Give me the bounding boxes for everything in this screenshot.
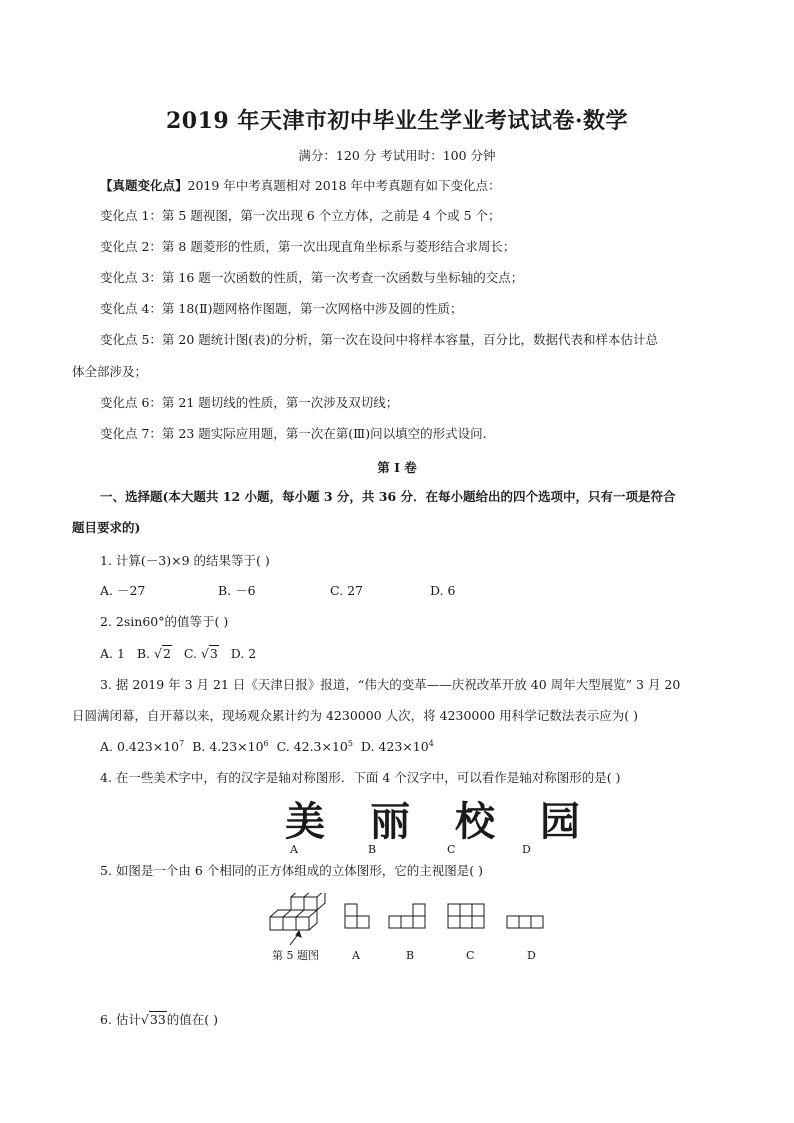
q5-figure-caption: 第 5 题图	[272, 949, 319, 962]
q2-options	[100, 646, 256, 662]
sqrt-symbol: √33	[140, 1012, 166, 1027]
q5-letter-d: D	[527, 949, 536, 962]
q1-option-a: A. －27	[100, 583, 146, 598]
q3-option-c: C. $42.3\times 10^5$	[276, 739, 353, 754]
change-point-5: 变化点 5：第 20 题统计图(表)的分析，第一次在设问中将样本容量，百分比，数据代表和样本估计总	[100, 332, 659, 347]
q5-letter-a: A	[352, 949, 360, 962]
q4-letter-a: A	[290, 843, 298, 856]
option-views	[345, 904, 551, 928]
q2-option-b-label: B.	[136, 646, 151, 661]
q3-option-d: D. $423\times 10^4$	[360, 739, 434, 754]
q2-option-c-radicand: 3	[209, 646, 218, 661]
q4-letter-d: D	[522, 843, 531, 856]
question-2-stem: 2. 2sin60°的值等于( )	[100, 614, 229, 629]
q1-option-d: D. 6	[430, 583, 456, 598]
q1-option-b: B. －6	[218, 583, 256, 598]
change-point-5-cont: 体全部涉及；	[72, 364, 148, 379]
q6-stem-suffix: 的值在( )	[166, 1012, 219, 1027]
section-instructions-cont: 题目要求的)	[72, 520, 141, 535]
sqrt-symbol: √2	[154, 646, 171, 661]
change-point-6: 变化点 6：第 21 题切线的性质，第一次涉及双切线；	[100, 395, 399, 410]
question-3-line-1: 3. 据 2019 年 3 月 21 日《天津日报》报道，“伟大的变革——庆祝改革开放 40 周年大型展览” 3 月 20	[100, 677, 681, 692]
art-char-d: 园	[540, 799, 580, 845]
q3-options	[100, 739, 434, 755]
q1-option-c: C. 27	[330, 583, 363, 598]
intro-text: 2019 年中考真题相对 2018 年中考真题有如下变化点：	[187, 178, 501, 193]
q2-option-a: A. 1	[100, 646, 125, 661]
change-point-3: 变化点 3：第 16 题一次函数的性质，第一次考查一次函数与坐标轴的交点；	[100, 270, 524, 285]
question-4-stem: 4. 在一些美术字中，有的汉字是轴对称图形．下面 4 个汉字中，可以看作是轴对称图形的是( )	[100, 770, 621, 785]
art-char-c: 校	[455, 799, 495, 845]
change-point-7: 变化点 7：第 23 题实际应用题，第一次在第(Ⅲ)问以填空的形式设问.	[100, 426, 487, 441]
q2-option-c-label: C.	[183, 646, 197, 661]
q6-radicand: 33	[149, 1012, 166, 1027]
change-point-1: 变化点 1：第 5 题视图，第一次出现 6 个立方体，之前是 4 个或 5 个；	[100, 208, 501, 223]
q6-stem-prefix: 6. 估计	[100, 1012, 141, 1027]
q4-letter-b: B	[368, 843, 377, 856]
art-char-a: 美	[285, 799, 325, 845]
page-title: 2019 年天津市初中毕业生学业考试试卷·数学	[165, 108, 629, 134]
art-char-b: 丽	[370, 799, 410, 845]
change-point-2: 变化点 2：第 8 题菱形的性质，第一次出现直角坐标系与菱形结合求周长；	[100, 239, 516, 254]
q3-option-b: B. $4.23\times 10^6$	[192, 739, 269, 754]
q2-option-b-radicand: 2	[162, 646, 171, 661]
section-instructions: 一、选择题(本大题共 12 小题，每小题 3 分，共 36 分．在每小题给出的四个选项中，只有一项是符合	[100, 489, 676, 504]
arrow-icon	[290, 931, 301, 945]
question-3-line-2: 日圆满闭幕，自开幕以来，现场观众累计约为 4230000 人次，将 4230000 用科学记数法表示应为( )	[72, 708, 638, 723]
q5-letter-c: C	[466, 949, 475, 962]
intro-label: 【真题变化点】	[100, 178, 188, 193]
sqrt-symbol: √3	[200, 646, 218, 661]
change-point-4: 变化点 4：第 18(Ⅱ)题网格作图题，第一次网格中涉及圆的性质；	[100, 301, 463, 316]
section-heading: 第 I 卷	[377, 460, 417, 475]
q3-option-a: A. $0.423\times 10^7$	[100, 739, 185, 754]
q2-option-d: D. 2	[230, 646, 257, 661]
question-6-stem	[100, 1012, 218, 1028]
art-characters	[270, 790, 610, 847]
question-5-stem: 5. 如图是一个由 6 个相同的正方体组成的立体图形，它的主视图是( )	[100, 863, 484, 878]
q4-letter-c: C	[447, 843, 456, 856]
question-1-stem: 1. 计算(－3)×9 的结果等于( )	[100, 553, 270, 568]
stacked-cubes-figure	[270, 893, 325, 930]
q5-letter-b: B	[406, 949, 415, 962]
exam-info: 满分：120 分 考试用时：100 分钟	[298, 148, 496, 163]
intro-line	[100, 178, 501, 194]
